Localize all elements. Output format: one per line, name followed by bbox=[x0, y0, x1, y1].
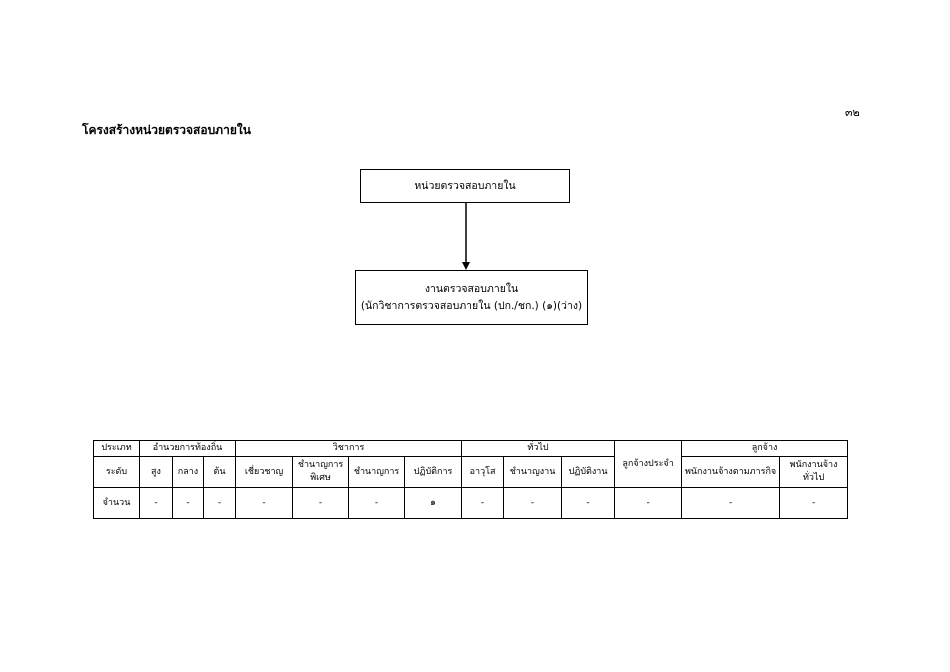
employee-level-cell: พนักงานจ้างทั่วไป bbox=[780, 457, 848, 488]
level-cell: ชำนาญการ bbox=[349, 457, 405, 488]
group-permanent-employee: ลูกจ้างประจำ bbox=[615, 441, 682, 488]
org-box-label: หน่วยตรวจสอบภายใน bbox=[414, 179, 516, 192]
level-cell: กลาง bbox=[173, 457, 204, 488]
level-cell: ชำนาญการพิเศษ bbox=[293, 457, 349, 488]
table-row-level bbox=[94, 457, 848, 488]
org-box-label-line1: งานตรวจสอบภายใน bbox=[424, 282, 519, 295]
count-cell: - bbox=[204, 488, 236, 519]
level-cell: ชำนาญงาน bbox=[504, 457, 562, 488]
level-cell: สูง bbox=[140, 457, 173, 488]
table-row-type bbox=[94, 441, 848, 457]
count-cell: ๑ bbox=[405, 488, 462, 519]
staff-table bbox=[93, 440, 848, 519]
count-cell: - bbox=[140, 488, 173, 519]
org-box-label-line2: (นักวิชาการตรวจสอบภายใน (ปก./ชก.) (๑)(ว่าง) bbox=[360, 299, 583, 312]
count-label: จำนวน bbox=[94, 488, 140, 519]
arrow-head bbox=[462, 262, 470, 270]
count-cell: - bbox=[504, 488, 562, 519]
level-cell: ปฏิบัติงาน bbox=[562, 457, 615, 488]
group-local-admin: อำนวยการท้องถิ่น bbox=[140, 441, 236, 457]
count-cell: - bbox=[780, 488, 848, 519]
level-cell: ต้น bbox=[204, 457, 236, 488]
count-cell: - bbox=[349, 488, 405, 519]
group-academic: วิชาการ bbox=[236, 441, 462, 457]
page-number: ๓๒ bbox=[845, 106, 860, 119]
type-label: ประเภท bbox=[94, 441, 140, 457]
count-cell: - bbox=[293, 488, 349, 519]
count-cell: - bbox=[236, 488, 293, 519]
count-cell: - bbox=[615, 488, 682, 519]
level-cell: อาวุโส bbox=[462, 457, 504, 488]
count-cell: - bbox=[173, 488, 204, 519]
page-title: โครงสร้างหน่วยตรวจสอบภายใน bbox=[82, 123, 251, 137]
employee-level-cell: พนักงานจ้างตามภารกิจ bbox=[682, 457, 780, 488]
group-general: ทั่วไป bbox=[462, 441, 615, 457]
table-row-count bbox=[94, 488, 848, 519]
level-cell: ปฏิบัติการ bbox=[405, 457, 462, 488]
count-cell: - bbox=[682, 488, 780, 519]
count-cell: - bbox=[562, 488, 615, 519]
level-label: ระดับ bbox=[94, 457, 140, 488]
count-cell: - bbox=[462, 488, 504, 519]
level-cell: เชี่ยวชาญ bbox=[236, 457, 293, 488]
group-employee: ลูกจ้าง bbox=[682, 441, 848, 457]
org-box-internal-audit-work bbox=[355, 270, 588, 325]
